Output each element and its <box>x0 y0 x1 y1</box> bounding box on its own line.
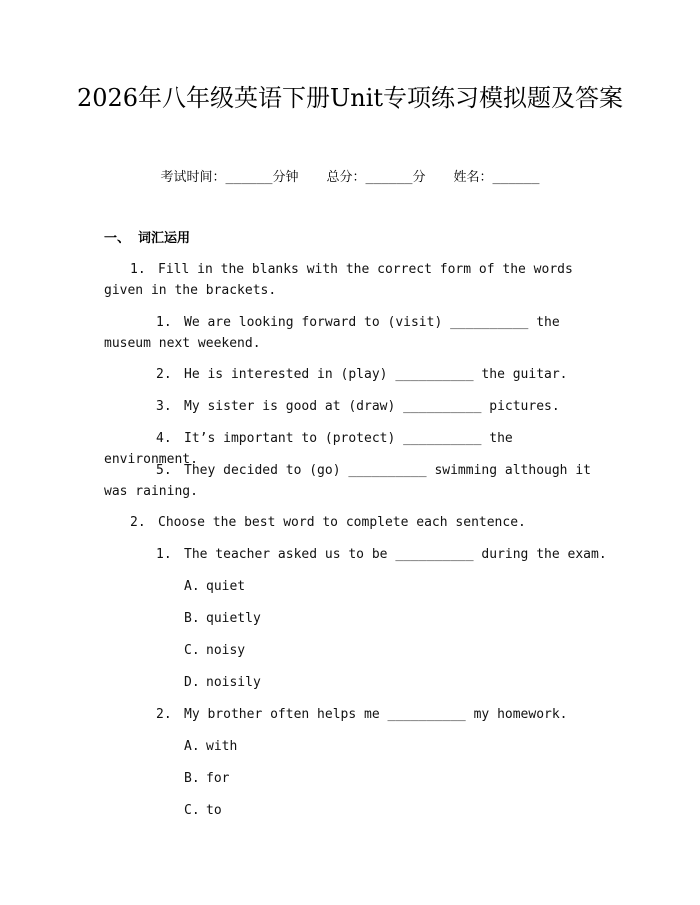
question-number: 1. <box>156 547 172 562</box>
option-text: quiet <box>206 579 246 594</box>
item-number: 1. <box>156 315 172 330</box>
section-heading <box>104 229 190 249</box>
item-text: He is interested in (play) __________ the guitar. <box>184 367 568 382</box>
question-text: My brother often helps me __________ my homework. <box>184 707 568 722</box>
option-text: quietly <box>206 611 261 626</box>
part1-number: 1. <box>130 262 146 277</box>
part1-instruction-text: Fill in the blanks with the correct form of the words given in the brackets. <box>104 262 581 298</box>
option-text: to <box>206 803 222 818</box>
choice-question <box>156 544 607 565</box>
fill-blank-item <box>104 364 604 385</box>
item-number: 4. <box>156 431 172 446</box>
choice-option <box>184 576 245 597</box>
choice-option <box>184 800 222 821</box>
question-number: 2. <box>156 707 172 722</box>
part1-instruction <box>104 259 604 301</box>
item-text: My sister is good at (draw) __________ pictures. <box>184 399 560 414</box>
fill-blank-item <box>104 312 604 354</box>
part2-number: 2. <box>130 515 146 530</box>
option-text: with <box>206 739 238 754</box>
choice-option <box>184 608 261 629</box>
choice-question <box>156 704 568 725</box>
option-letter: B. <box>184 771 200 786</box>
item-text: They decided to (go) __________ swimming although it was raining. <box>104 463 599 499</box>
option-text: noisily <box>206 675 261 690</box>
item-number: 5. <box>156 463 172 478</box>
question-text: The teacher asked us to be __________ during the exam. <box>184 547 607 562</box>
option-letter: B. <box>184 611 200 626</box>
item-text: We are looking forward to (visit) __________ the museum next weekend. <box>104 315 568 351</box>
student-name-label: 姓名：______ <box>453 170 540 185</box>
section-number: 一、 <box>104 231 131 246</box>
item-text: It’s important to (protect) __________ the environment. <box>104 431 521 467</box>
fill-blank-item <box>104 396 604 417</box>
option-letter: A. <box>184 579 200 594</box>
choice-option <box>184 736 237 757</box>
option-text: noisy <box>206 643 246 658</box>
exam-time-label: 考试时间：______分钟 <box>160 170 299 185</box>
option-letter: D. <box>184 675 200 690</box>
part2-instruction-text: Choose the best word to complete each sentence. <box>158 515 526 530</box>
option-letter: C. <box>184 803 200 818</box>
option-letter: C. <box>184 643 200 658</box>
option-letter: A. <box>184 739 200 754</box>
total-score-label: 总分：______分 <box>326 170 426 185</box>
exam-info <box>0 168 700 188</box>
option-text: for <box>206 771 230 786</box>
choice-option <box>184 768 229 789</box>
item-number: 2. <box>156 367 172 382</box>
item-number: 3. <box>156 399 172 414</box>
section-title: 词汇运用 <box>138 231 191 246</box>
part2-instruction <box>104 512 604 533</box>
fill-blank-item <box>104 460 604 502</box>
document-title: 2026年八年级英语下册Unit专项练习模拟题及答案 <box>76 84 624 112</box>
choice-option <box>184 640 245 661</box>
choice-option <box>184 672 261 693</box>
